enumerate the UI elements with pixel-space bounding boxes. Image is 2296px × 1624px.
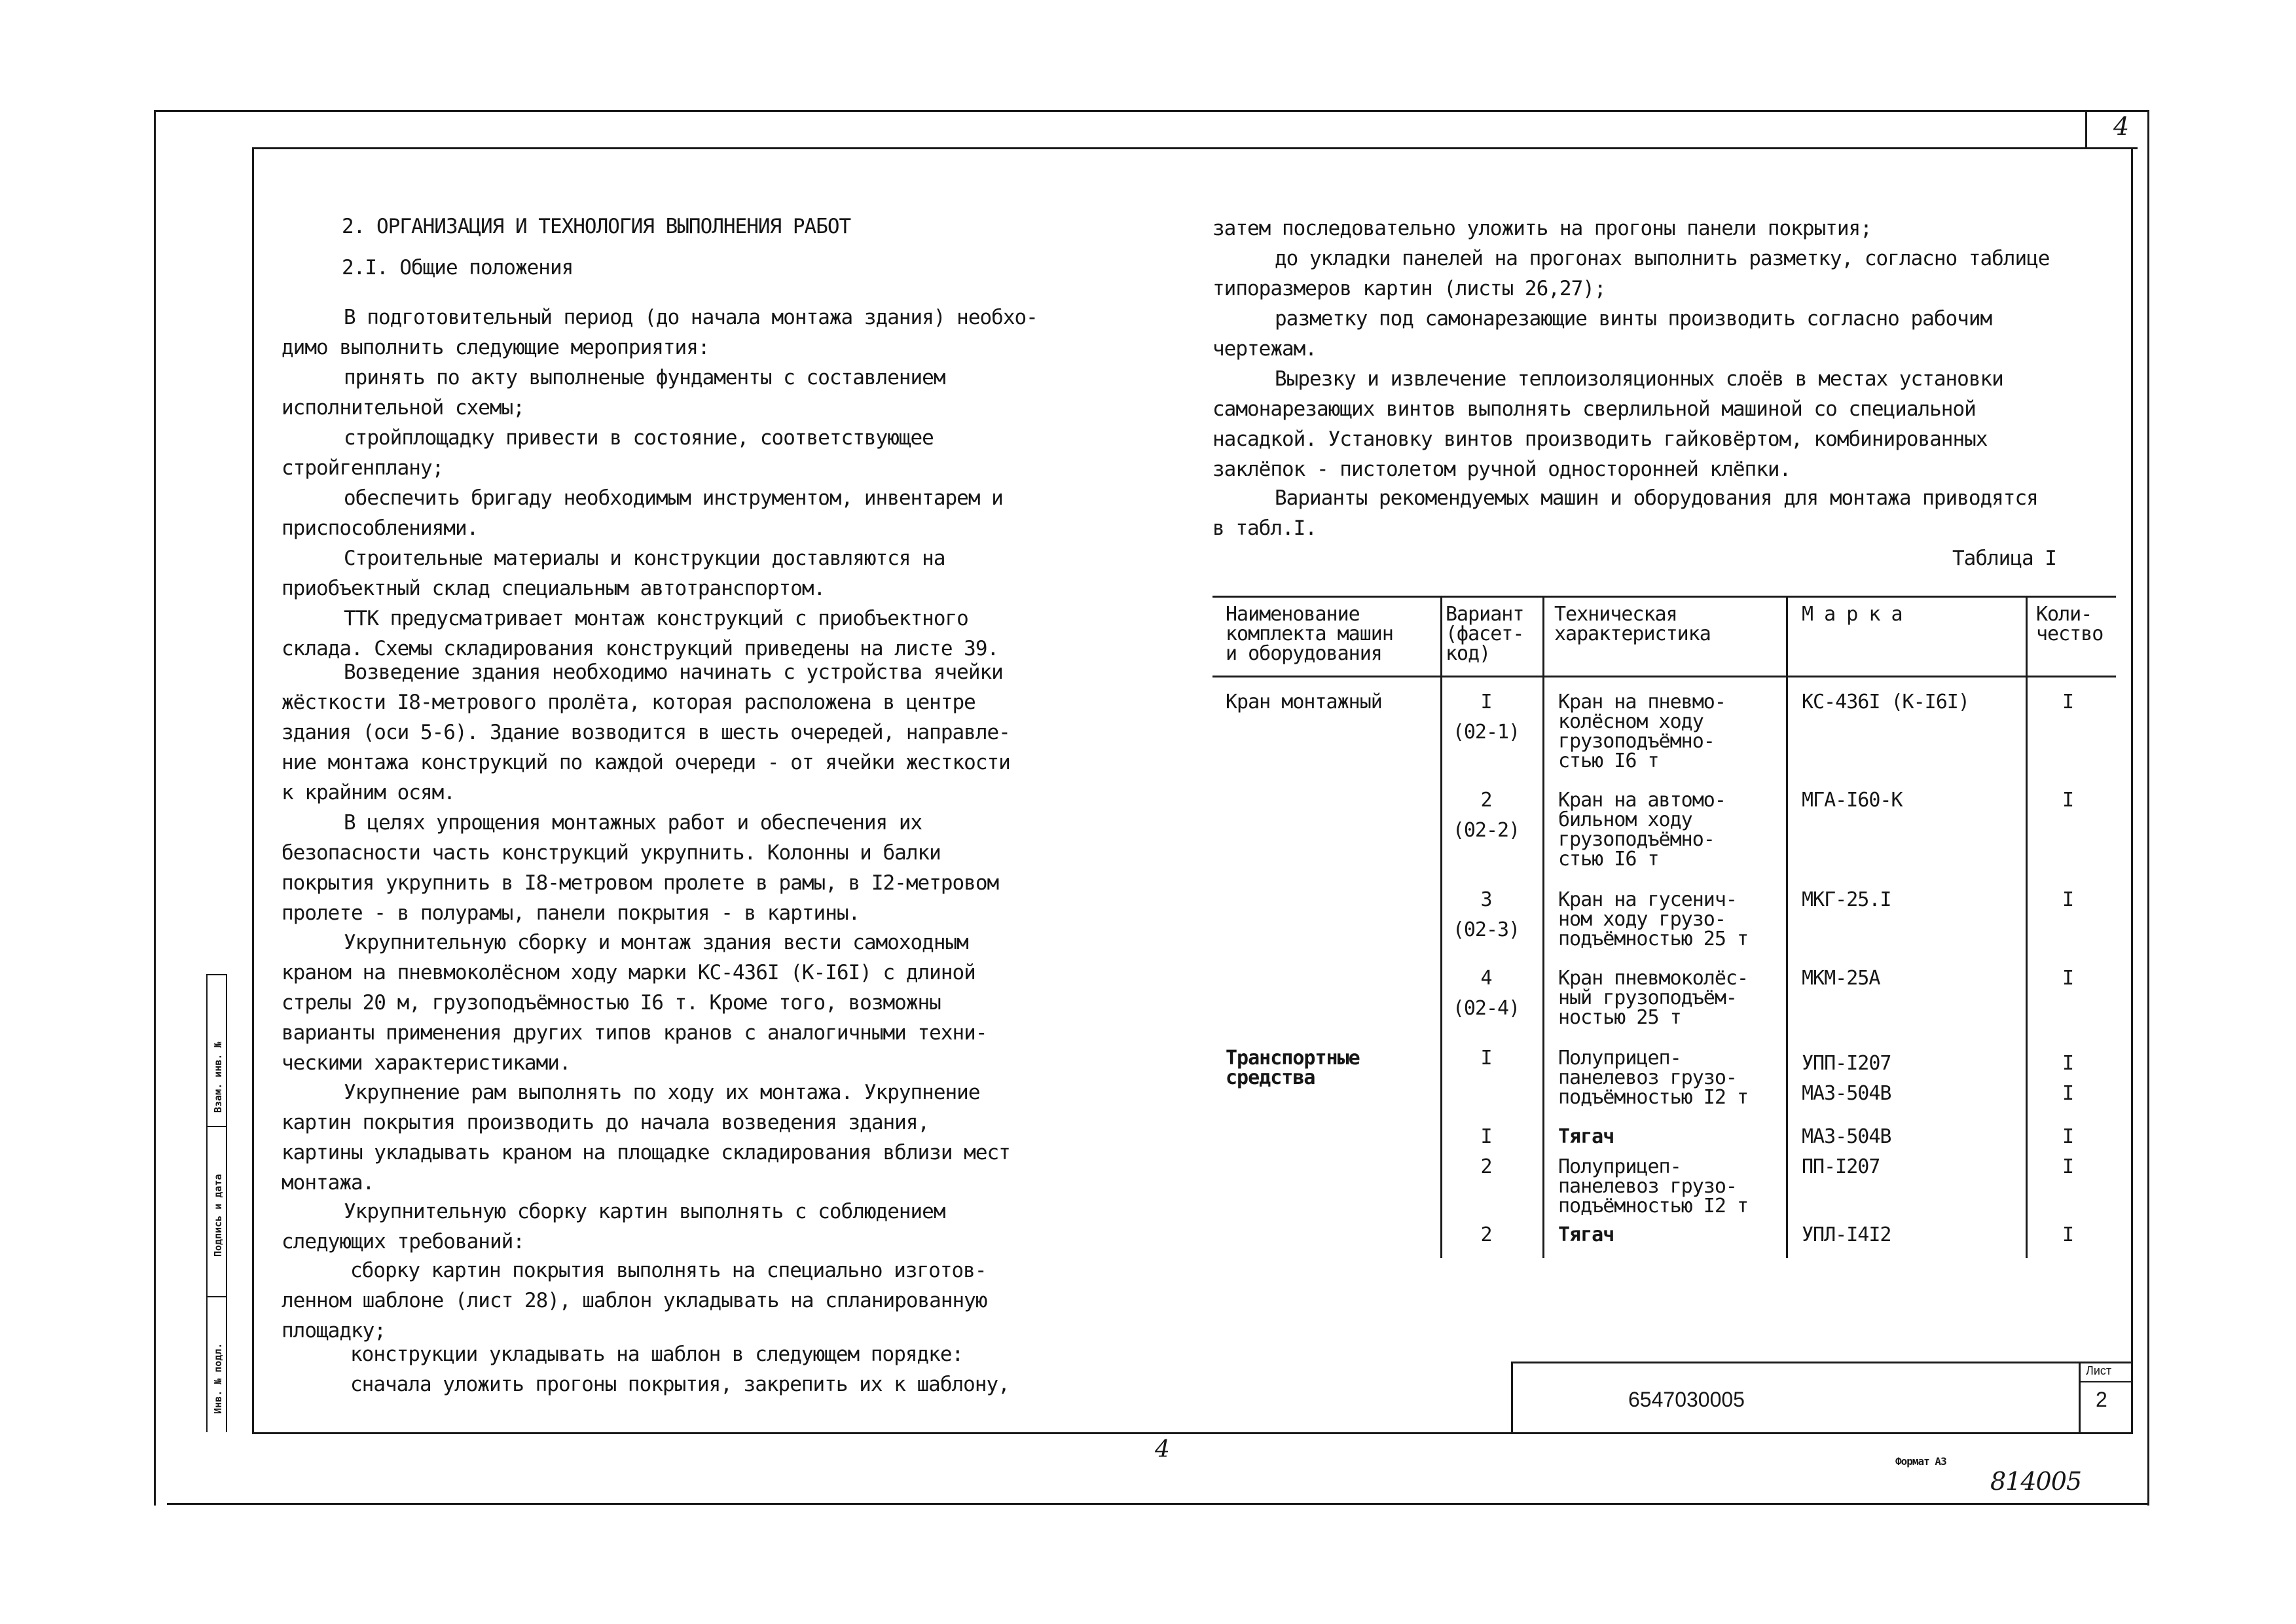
table-header-name: Наименование комплекта машин и оборудования: [1226, 603, 1393, 665]
table-row-8-mark: УПЛ-I4I2: [1802, 1223, 1891, 1246]
table-row-2-variant: 2 (02-2): [1452, 789, 1520, 842]
document-code: 6547030005: [1628, 1388, 1745, 1411]
table-row-8-variant: 2: [1480, 1223, 1492, 1246]
table-row-8-tech: Тягач: [1558, 1223, 1614, 1246]
left-paragraph-3: стройплощадку привести в состояние, соответствующее стройгенплану;: [282, 426, 934, 480]
title-block-left: [1511, 1362, 1513, 1434]
left-paragraph-8: В целях упрощения монтажных работ и обеспечения их безопасности часть конструкций укрупнить. Колонны и балки покрытия укрупнить в I8-метровом пролете в рамы, в I2-метровом пролете - в полурамы, панели покрытия - в картины.: [282, 811, 999, 925]
table-row-8-qty: I: [2062, 1223, 2074, 1246]
sheet-label: Лист: [2086, 1364, 2112, 1377]
table-row-5-variant: I: [1480, 1047, 1492, 1070]
table-row-7-qty: I: [2062, 1155, 2074, 1178]
table-col-divider-2: [1542, 596, 1544, 1258]
table-row-1-mark: КС-436I (К-I6I): [1802, 691, 1969, 713]
handwritten-number: 814005: [1990, 1467, 2082, 1496]
table-header-tech: Техническая характеристика: [1554, 603, 1711, 645]
left-paragraph-5: Строительные материалы и конструкции доставляются на приобъектный склад специальным автотранспортом.: [282, 547, 945, 600]
table-row-4-tech: Кран пневмоколёс- ный грузоподъём- ностью 25 т: [1558, 967, 1749, 1029]
table-row-4-mark: МКМ-25А: [1802, 967, 1880, 990]
left-paragraph-4: обеспечить бригаду необходимым инструментом, инвентарем и приспособлениями.: [282, 486, 1003, 540]
table-row-7-variant: 2: [1480, 1155, 1492, 1178]
table-row-5-mark: УПП-I207 МАЗ-504В: [1802, 1052, 1891, 1105]
side-strip-div1: [206, 1126, 227, 1127]
section-heading: 2. ОРГАНИЗАЦИЯ И ТЕХНОЛОГИЯ ВЫПОЛНЕНИЯ РАБОТ: [342, 215, 851, 238]
table-row-3-tech: Кран на гусенич- ном ходу грузо- подъёмностью 25 т: [1558, 888, 1749, 950]
table-header-variant: Вариант (фасет- код): [1446, 603, 1524, 665]
format-label: Формат А3: [1895, 1455, 1946, 1468]
side-stamp-sign: Подпись и дата: [212, 1174, 224, 1257]
table-row-4-variant: 4 (02-4): [1452, 967, 1520, 1020]
table-row-6-mark: МАЗ-504В: [1802, 1125, 1891, 1148]
outer-frame-top: [154, 110, 2149, 112]
table-row-1-tech: Кран на пневмо- колёсном ходу грузоподъёмно- стью I6 т: [1558, 691, 1726, 772]
title-block-sheet-divider: [2079, 1362, 2081, 1434]
outer-frame-right: [2147, 110, 2149, 1506]
table-row-5-tech: Полуприцеп- панелевоз грузо- подъёмностью I2 т: [1558, 1047, 1749, 1109]
table-top-rule: [1212, 596, 2116, 598]
right-paragraph-5: Варианты рекомендуемых машин и оборудования для монтажа приводятся в табл.I.: [1212, 486, 2038, 540]
table-row-1-qty: I: [2062, 691, 2074, 713]
corner-box-left: [2085, 110, 2087, 149]
table-row-5-qty: I I: [2062, 1052, 2074, 1105]
table-row-7-mark: ПП-I207: [1802, 1155, 1880, 1178]
side-strip-top: [206, 974, 227, 975]
left-paragraph-13: конструкции укладывать на шаблон в следующем порядке: сначала уложить прогоны покрытия, закрепить их к шаблону,: [350, 1343, 1010, 1396]
table-group-cranes: Кран монтажный: [1226, 691, 1382, 713]
side-strip-div2: [206, 1296, 227, 1297]
left-paragraph-12: сборку картин покрытия выполнять на специально изготов- ленном шаблоне (лист 28), шаблон укладывать на спланированную площадку;: [282, 1259, 987, 1343]
table-row-7-tech: Полуприцеп- панелевоз грузо- подъёмностью I2 т: [1558, 1155, 1749, 1218]
table-row-2-tech: Кран на автомо- бильном ходу грузоподъёмно- стью I6 т: [1558, 789, 1726, 871]
table-row-4-qty: I: [2062, 967, 2074, 990]
table-row-6-variant: I: [1480, 1125, 1492, 1148]
left-paragraph-9: Укрупнительную сборку и монтаж здания вести самоходным краном на пневмоколёсном ходу марки КС-436I (К-I6I) с длиной стрелы 20 м, грузоподъёмностью I6 т. Кроме того, возможны варианты применения других типов кранов с аналогичными техни- ческими характеристиками.: [282, 931, 987, 1075]
table-header-qty: Коли- чество: [2036, 603, 2104, 645]
title-block-sheet-rule: [2079, 1381, 2132, 1382]
right-paragraph-1: затем последовательно уложить на прогоны панели покрытия;: [1212, 217, 1872, 240]
side-stamp-inv: Взам. инв. №: [212, 1041, 224, 1113]
inner-frame-right: [2131, 147, 2133, 1434]
table-col-divider-1: [1440, 596, 1442, 1258]
table-row-6-qty: I: [2062, 1125, 2074, 1148]
table-group-transport: Транспортные средства: [1226, 1047, 1360, 1089]
table-row-3-variant: 3 (02-3): [1452, 888, 1520, 941]
subsection-heading: 2.I. Общие положения: [342, 256, 574, 280]
left-paragraph-11: Укрупнительную сборку картин выполнять с соблюдением следующих требований:: [282, 1200, 945, 1254]
right-paragraph-4: Вырезку и извлечение теплоизоляционных слоёв в местах установки самонарезающих винтов выполнять сверлильной машиной со специальной насадкой. Установку винтов производить гайковёртом, комбинированных заклёпок - пистолетом ручной односторонней клёпки.: [1212, 367, 2003, 481]
table-caption: Таблица I: [1952, 547, 2056, 570]
left-paragraph-1: В подготовительный период (до начала монтажа здания) необхо- димо выполнить следующие мероприятия:: [282, 306, 1038, 359]
side-stamp-orig: Инв. № подл.: [212, 1343, 224, 1414]
table-row-2-mark: МГА-I60-К: [1802, 789, 1903, 812]
corner-page-number: 4: [2113, 112, 2129, 141]
left-paragraph-7: Возведение здания необходимо начинать с устройства ячейки жёсткости I8-метрового пролёта, которая расположена в центре здания (оси 5-6). Здание возводится в шесть очередей, направле- ние монтажа конструкций по каждой очереди - от ячейки жесткости к крайним осям.: [282, 660, 1010, 804]
left-paragraph-2: принять по акту выполненые фундаменты с составлением исполнительной схемы;: [282, 366, 945, 420]
side-strip-right: [226, 974, 227, 1432]
table-row-3-qty: I: [2062, 888, 2074, 911]
outer-frame-bottom: [167, 1503, 2149, 1505]
table-col-divider-4: [2026, 596, 2028, 1258]
table-header-mark: М а р к а: [1802, 603, 1903, 626]
bottom-center-number: 4: [1155, 1436, 1169, 1463]
inner-frame-top: [252, 147, 2138, 149]
right-paragraph-3: разметку под самонарезающие винты производить согласно рабочим чертежам.: [1212, 307, 1992, 361]
left-paragraph-6: ТТК предусматривает монтаж конструкций с приобъектного склада. Схемы складирования конструкций приведены на листе 39.: [282, 607, 999, 660]
table-col-divider-3: [1786, 596, 1788, 1258]
table-row-6-tech: Тягач: [1558, 1125, 1614, 1148]
right-paragraph-2: до укладки панелей на прогонах выполнить разметку, согласно таблице типоразмеров картин (листы 26,27);: [1212, 247, 2050, 300]
side-strip-left: [206, 974, 208, 1432]
table-header-rule: [1212, 676, 2116, 677]
table-row-2-qty: I: [2062, 789, 2074, 812]
inner-frame-left: [252, 147, 254, 1434]
left-paragraph-10: Укрупнение рам выполнять по ходу их монтажа. Укрупнение картин покрытия производить до начала возведения здания, картины укладывать краном на площадке складирования вблизи мест монтажа.: [282, 1081, 1010, 1195]
title-block-top: [1511, 1362, 2133, 1363]
table-row-3-mark: МКГ-25.I: [1802, 888, 1891, 911]
inner-frame-bottom: [252, 1432, 2133, 1434]
table-row-1-variant: I (02-1): [1452, 691, 1520, 744]
sheet-number: 2: [2096, 1388, 2107, 1411]
outer-frame-left: [154, 110, 156, 1506]
